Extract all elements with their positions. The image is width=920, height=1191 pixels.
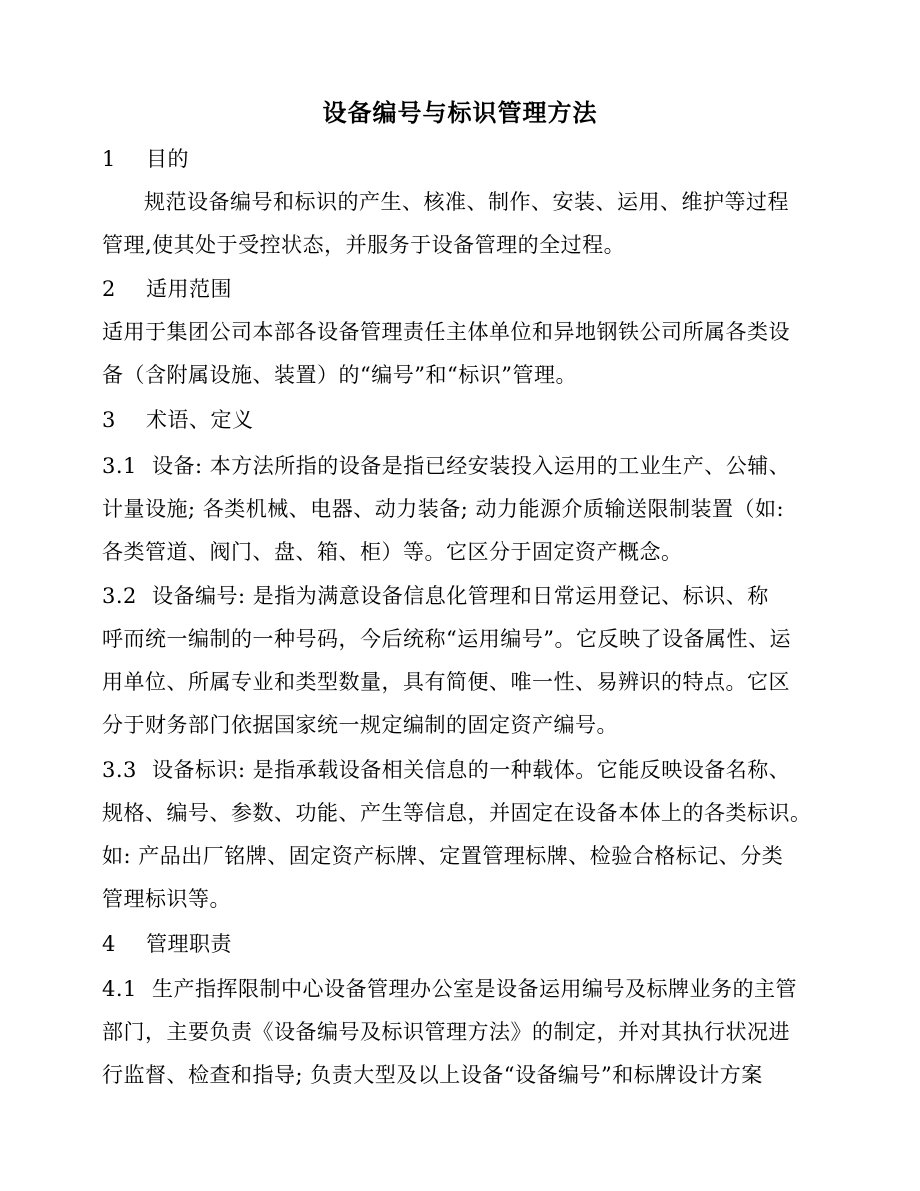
subsection-text: 设备标识: 是指承载设备相关信息的一种载体。它能反映设备名称、 (152, 758, 791, 782)
section-heading (102, 144, 832, 174)
subsection-number: 3.1 (102, 454, 137, 478)
section-number: 3 (102, 408, 116, 432)
subsection-line (102, 755, 832, 785)
section-number: 1 (102, 147, 116, 171)
subsection-line (102, 581, 832, 611)
section-title: 目的 (146, 147, 189, 171)
paragraph-line: 部门，主要负责《设备编号及标识管理方法》的制定，并对其执行状况进 (102, 1020, 790, 1044)
section-number: 4 (102, 932, 116, 956)
section-title: 管理职责 (146, 932, 232, 956)
document-title: 设备编号与标识管理方法 (322, 98, 598, 127)
paragraph-line: 规格、编号、参数、功能、产生等信息，并固定在设备本体上的各类标识。 (102, 801, 812, 825)
paragraph-line: 各类管道、阀门、盘、箱、柜）等。它区分于固定资产概念。 (102, 540, 683, 564)
section-heading (102, 274, 832, 304)
paragraph-line: 行监督、检查和指导; 负责大型及以上设备“设备编号”和标牌设计方案 (102, 1063, 763, 1087)
subsection-number: 3.3 (102, 758, 137, 782)
paragraph-line: 如: 产品出厂铭牌、固定资产标牌、定置管理标牌、检验合格标记、分类 (102, 844, 784, 868)
paragraph-line: 适用于集团公司本部各设备管理责任主体单位和异地钢铁公司所属各类设 (102, 320, 790, 344)
subsection-text: 设备: 本方法所指的设备是指已经安装投入运用的工业生产、公辅、 (152, 454, 791, 478)
subsection-number: 3.2 (102, 584, 137, 608)
paragraph-line: 分于财务部门依据国家统一规定编制的固定资产编号。 (102, 713, 618, 737)
subsection-text: 设备编号: 是指为满意设备信息化管理和日常运用登记、标识、称 (152, 584, 769, 608)
subsection-line (102, 974, 832, 1004)
paragraph-line: 管理,使其处于受控状态，并服务于设备管理的全过程。 (102, 233, 626, 257)
paragraph-line: 规范设备编号和标识的产生、核准、制作、安装、运用、维护等过程 (144, 190, 789, 214)
paragraph-line: 管理标识等。 (102, 887, 231, 911)
subsection-line (102, 451, 832, 481)
subsection-number: 4.1 (102, 977, 137, 1001)
section-heading (102, 929, 832, 959)
paragraph-line: 呼而统一编制的一种号码，今后统称“运用编号”。它反映了设备属性、运 (102, 627, 791, 651)
section-heading (102, 405, 832, 435)
paragraph-line: 计量设施; 各类机械、电器、动力装备; 动力能源介质输送限制装置（如: (102, 497, 785, 521)
section-title: 术语、定义 (146, 408, 254, 432)
paragraph-line: 备（含附属设施、装置）的“编号”和“标识”管理。 (102, 363, 577, 387)
section-title: 适用范围 (146, 277, 232, 301)
section-number: 2 (102, 277, 116, 301)
subsection-text: 生产指挥限制中心设备管理办公室是设备运用编号及标牌业务的主管 (152, 977, 797, 1001)
paragraph-line: 用单位、所属专业和类型数量，具有简便、唯一性、易辨识的特点。它区 (102, 670, 790, 694)
